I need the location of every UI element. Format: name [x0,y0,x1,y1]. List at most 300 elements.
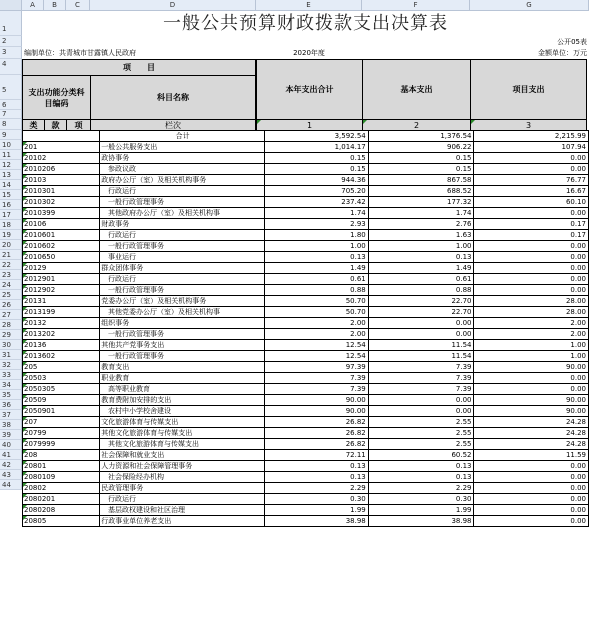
kind-cell[interactable] [55,483,76,494]
subject-name-cell[interactable]: 一般行政管理事务 [100,329,265,340]
column-header-d[interactable]: D [90,0,256,11]
basic-expense-cell[interactable]: 177.32 [368,197,474,208]
project-expense-cell[interactable]: 28.00 [474,296,589,307]
subject-name-cell[interactable]: 群众团体事务 [100,263,265,274]
project-expense-cell[interactable]: 28.00 [474,307,589,318]
row-header[interactable]: 14 [0,180,22,190]
subject-name-cell[interactable]: 其他政府办公厅（室）及相关机构事 [100,208,265,219]
basic-expense-cell[interactable]: 0.00 [368,318,474,329]
project-expense-cell[interactable]: 11.59 [474,450,589,461]
subject-name-cell[interactable]: 其他文化旅游体育与传媒支出 [100,428,265,439]
kind-cell[interactable] [55,296,76,307]
basic-expense-cell[interactable]: 2.29 [368,483,474,494]
project-expense-cell[interactable]: 0.17 [474,230,589,241]
kind-cell[interactable] [55,219,76,230]
function-code-cell[interactable] [23,186,56,197]
row-header[interactable]: 10 [0,140,22,150]
kind-cell[interactable] [55,153,76,164]
function-code-cell[interactable] [23,351,56,362]
function-code-cell[interactable] [23,406,56,417]
function-code-cell[interactable] [23,164,56,175]
kind-cell[interactable] [55,197,76,208]
basic-expense-cell[interactable]: 0.30 [368,494,474,505]
row-header[interactable]: 40 [0,440,22,450]
kind-cell[interactable] [55,164,76,175]
subject-name-cell[interactable]: 行政运行 [100,494,265,505]
total-expense-cell[interactable]: 2.29 [264,483,368,494]
total-expense-cell[interactable]: 1.74 [264,208,368,219]
kind-cell[interactable] [77,428,100,439]
basic-expense-cell[interactable]: 7.39 [368,373,474,384]
row-header[interactable]: 19 [0,230,22,240]
project-expense-cell[interactable]: 0.00 [474,373,589,384]
kind-cell[interactable] [77,164,100,175]
subject-name-cell[interactable]: 行政事业单位养老支出 [100,516,265,527]
total-expense-cell[interactable]: 1.00 [264,241,368,252]
total-expense-cell[interactable]: 0.13 [264,461,368,472]
total-expense-cell[interactable]: 0.88 [264,285,368,296]
basic-expense-cell[interactable]: 1,376.54 [368,131,474,142]
basic-expense-cell[interactable]: 11.54 [368,340,474,351]
row-header[interactable]: 29 [0,330,22,340]
row-header[interactable]: 41 [0,450,22,460]
kind-cell[interactable] [55,329,76,340]
function-code-cell[interactable] [23,153,56,164]
row-header[interactable]: 3 [0,47,22,59]
kind-cell[interactable] [77,351,100,362]
subject-name-cell[interactable]: 党委办公厅（室）及相关机构事务 [100,296,265,307]
kind-cell[interactable] [77,263,100,274]
kind-cell[interactable] [77,483,100,494]
project-expense-cell[interactable]: 2.00 [474,318,589,329]
total-expense-cell[interactable]: 7.39 [264,373,368,384]
basic-expense-cell[interactable]: 2.55 [368,439,474,450]
kind-cell[interactable] [55,450,76,461]
kind-cell[interactable] [77,461,100,472]
total-expense-cell[interactable]: 1,014.17 [264,142,368,153]
kind-cell[interactable] [55,516,76,527]
kind-cell[interactable] [77,450,100,461]
kind-cell[interactable] [55,307,76,318]
kind-cell[interactable] [77,252,100,263]
row-header[interactable]: 43 [0,470,22,480]
total-expense-cell[interactable]: 1.99 [264,505,368,516]
project-expense-cell[interactable]: 76.77 [474,175,589,186]
function-code-cell[interactable] [23,461,56,472]
total-expense-cell[interactable]: 944.36 [264,175,368,186]
function-code-cell[interactable] [23,230,56,241]
kind-cell[interactable] [55,362,76,373]
total-expense-cell[interactable]: 0.61 [264,274,368,285]
column-header-f[interactable]: F [362,0,470,11]
kind-cell[interactable] [55,131,76,142]
row-header[interactable]: 34 [0,380,22,390]
project-expense-cell[interactable]: 90.00 [474,362,589,373]
total-expense-cell[interactable]: 705.20 [264,186,368,197]
total-expense-cell[interactable]: 72.11 [264,450,368,461]
kind-cell[interactable] [55,384,76,395]
row-header[interactable]: 33 [0,370,22,380]
basic-expense-cell[interactable]: 2.55 [368,428,474,439]
row-header[interactable]: 28 [0,320,22,330]
kind-cell[interactable] [77,384,100,395]
project-expense-cell[interactable]: 1.00 [474,351,589,362]
row-header[interactable]: 13 [0,170,22,180]
total-expense-cell[interactable]: 0.13 [264,472,368,483]
subject-name-cell[interactable]: 事业运行 [100,252,265,263]
function-code-cell[interactable] [23,516,56,527]
row-header[interactable]: 36 [0,400,22,410]
basic-expense-cell[interactable]: 0.88 [368,285,474,296]
project-expense-cell[interactable]: 0.00 [474,494,589,505]
basic-expense-cell[interactable]: 0.13 [368,472,474,483]
row-header[interactable]: 22 [0,260,22,270]
subject-name-cell[interactable]: 文化旅游体育与传媒支出 [100,417,265,428]
kind-cell[interactable] [55,406,76,417]
basic-expense-cell[interactable]: 0.13 [368,461,474,472]
subject-name-cell[interactable]: 一般公共服务支出 [100,142,265,153]
basic-expense-cell[interactable]: 38.98 [368,516,474,527]
kind-cell[interactable] [77,197,100,208]
kind-cell[interactable] [77,406,100,417]
row-header[interactable]: 30 [0,340,22,350]
subject-name-cell[interactable]: 职业教育 [100,373,265,384]
basic-expense-cell[interactable]: 7.39 [368,362,474,373]
total-expense-cell[interactable]: 12.54 [264,340,368,351]
function-code-cell[interactable] [23,340,56,351]
subject-name-cell[interactable]: 财政事务 [100,219,265,230]
row-header[interactable]: 5 [0,75,22,100]
project-expense-cell[interactable]: 90.00 [474,395,589,406]
basic-expense-cell[interactable]: 1.99 [368,505,474,516]
function-code-cell[interactable] [23,142,56,153]
basic-expense-cell[interactable]: 0.00 [368,329,474,340]
row-header[interactable]: 9 [0,130,22,140]
row-header[interactable]: 24 [0,280,22,290]
total-expense-cell[interactable]: 38.98 [264,516,368,527]
row-header[interactable]: 20 [0,240,22,250]
total-expense-cell[interactable]: 26.82 [264,428,368,439]
column-header-g[interactable]: G [470,0,589,11]
total-expense-cell[interactable]: 0.15 [264,153,368,164]
subject-name-cell[interactable]: 农村中小学校舍建设 [100,406,265,417]
project-expense-cell[interactable]: 2.00 [474,329,589,340]
subject-name-cell[interactable]: 其他共产党事务支出 [100,340,265,351]
project-expense-cell[interactable]: 107.94 [474,142,589,153]
kind-cell[interactable] [77,186,100,197]
function-code-cell[interactable] [23,417,56,428]
basic-expense-cell[interactable]: 1.74 [368,208,474,219]
basic-expense-cell[interactable]: 22.70 [368,307,474,318]
project-expense-cell[interactable]: 0.00 [474,505,589,516]
basic-expense-cell[interactable]: 2.76 [368,219,474,230]
project-expense-cell[interactable]: 0.00 [474,274,589,285]
total-expense-cell[interactable]: 7.39 [264,384,368,395]
kind-cell[interactable] [77,153,100,164]
row-header[interactable]: 4 [0,59,22,75]
total-expense-cell[interactable]: 50.70 [264,307,368,318]
total-expense-cell[interactable]: 1.49 [264,263,368,274]
function-code-cell[interactable] [23,285,56,296]
total-expense-cell[interactable]: 26.82 [264,439,368,450]
kind-cell[interactable] [77,340,100,351]
subject-name-cell[interactable]: 高等职业教育 [100,384,265,395]
kind-cell[interactable] [77,472,100,483]
kind-cell[interactable] [55,175,76,186]
function-code-cell[interactable] [23,318,56,329]
total-expense-cell[interactable]: 90.00 [264,395,368,406]
project-expense-cell[interactable]: 0.00 [474,472,589,483]
row-header[interactable]: 17 [0,210,22,220]
project-expense-cell[interactable]: 1.00 [474,340,589,351]
basic-expense-cell[interactable]: 906.22 [368,142,474,153]
row-header[interactable]: 39 [0,430,22,440]
row-header[interactable]: 18 [0,220,22,230]
total-expense-cell[interactable]: 1.80 [264,230,368,241]
kind-cell[interactable] [77,318,100,329]
row-header[interactable]: 1 [0,11,22,36]
column-header-a[interactable]: A [22,0,44,11]
row-header[interactable]: 12 [0,160,22,170]
kind-cell[interactable] [77,230,100,241]
function-code-cell[interactable] [23,131,56,142]
basic-expense-cell[interactable]: 1.49 [368,263,474,274]
kind-cell[interactable] [77,219,100,230]
row-header[interactable]: 42 [0,460,22,470]
subject-name-cell[interactable]: 一般行政管理事务 [100,241,265,252]
basic-expense-cell[interactable]: 0.61 [368,274,474,285]
function-code-cell[interactable] [23,472,56,483]
column-header-b[interactable]: B [44,0,66,11]
project-expense-cell[interactable]: 24.28 [474,417,589,428]
row-header[interactable]: 32 [0,360,22,370]
function-code-cell[interactable] [23,307,56,318]
basic-expense-cell[interactable]: 7.39 [368,384,474,395]
kind-cell[interactable] [55,263,76,274]
basic-expense-cell[interactable]: 0.00 [368,406,474,417]
kind-cell[interactable] [77,296,100,307]
project-expense-cell[interactable]: 90.00 [474,406,589,417]
project-expense-cell[interactable]: 24.28 [474,428,589,439]
kind-cell[interactable] [77,505,100,516]
basic-expense-cell[interactable]: 688.52 [368,186,474,197]
kind-cell[interactable] [55,208,76,219]
function-code-cell[interactable] [23,263,56,274]
kind-cell[interactable] [77,131,100,142]
basic-expense-cell[interactable]: 867.58 [368,175,474,186]
total-expense-cell[interactable]: 0.30 [264,494,368,505]
total-expense-cell[interactable]: 0.13 [264,252,368,263]
function-code-cell[interactable] [23,241,56,252]
function-code-cell[interactable] [23,450,56,461]
basic-expense-cell[interactable]: 22.70 [368,296,474,307]
subject-name-cell[interactable]: 合计 [100,131,265,142]
basic-expense-cell[interactable]: 0.00 [368,395,474,406]
total-expense-cell[interactable]: 0.15 [264,164,368,175]
kind-cell[interactable] [55,373,76,384]
project-expense-cell[interactable]: 0.00 [474,252,589,263]
row-header[interactable]: 26 [0,300,22,310]
row-header[interactable]: 15 [0,190,22,200]
subject-name-cell[interactable]: 人力资源和社会保障管理事务 [100,461,265,472]
kind-cell[interactable] [77,307,100,318]
subject-name-cell[interactable]: 参政议政 [100,164,265,175]
kind-cell[interactable] [55,318,76,329]
project-expense-cell[interactable]: 16.67 [474,186,589,197]
kind-cell[interactable] [55,395,76,406]
function-code-cell[interactable] [23,274,56,285]
total-expense-cell[interactable]: 12.54 [264,351,368,362]
basic-expense-cell[interactable]: 1.00 [368,241,474,252]
total-expense-cell[interactable]: 26.82 [264,417,368,428]
project-expense-cell[interactable]: 0.00 [474,461,589,472]
subject-name-cell[interactable]: 基层政权建设和社区治理 [100,505,265,516]
subject-name-cell[interactable]: 一般行政管理事务 [100,285,265,296]
project-expense-cell[interactable]: 0.00 [474,483,589,494]
function-code-cell[interactable] [23,208,56,219]
project-expense-cell[interactable]: 0.00 [474,241,589,252]
function-code-cell[interactable] [23,175,56,186]
project-expense-cell[interactable]: 0.00 [474,153,589,164]
kind-cell[interactable] [55,142,76,153]
function-code-cell[interactable] [23,395,56,406]
kind-cell[interactable] [77,241,100,252]
row-header[interactable]: 27 [0,310,22,320]
row-header[interactable]: 38 [0,420,22,430]
row-header[interactable]: 8 [0,119,22,130]
total-expense-cell[interactable]: 3,592.54 [264,131,368,142]
function-code-cell[interactable] [23,483,56,494]
kind-cell[interactable] [55,428,76,439]
function-code-cell[interactable] [23,439,56,450]
function-code-cell[interactable] [23,329,56,340]
row-header[interactable]: 25 [0,290,22,300]
kind-cell[interactable] [77,373,100,384]
subject-name-cell[interactable]: 社会保险经办机构 [100,472,265,483]
row-header[interactable]: 37 [0,410,22,420]
subject-name-cell[interactable]: 政府办公厅（室）及相关机构事务 [100,175,265,186]
row-header[interactable]: 2 [0,36,22,47]
function-code-cell[interactable] [23,197,56,208]
row-header[interactable]: 23 [0,270,22,280]
kind-cell[interactable] [77,362,100,373]
function-code-cell[interactable] [23,362,56,373]
kind-cell[interactable] [77,494,100,505]
project-expense-cell[interactable]: 2,215.99 [474,131,589,142]
project-expense-cell[interactable]: 0.00 [474,384,589,395]
function-code-cell[interactable] [23,505,56,516]
project-expense-cell[interactable]: 0.00 [474,516,589,527]
kind-cell[interactable] [77,175,100,186]
row-header[interactable]: 11 [0,150,22,160]
kind-cell[interactable] [55,417,76,428]
subject-name-cell[interactable]: 一般行政管理事务 [100,197,265,208]
row-header[interactable]: 6 [0,100,22,110]
total-expense-cell[interactable]: 2.00 [264,329,368,340]
kind-cell[interactable] [55,230,76,241]
subject-name-cell[interactable]: 社会保障和就业支出 [100,450,265,461]
subject-name-cell[interactable]: 行政运行 [100,230,265,241]
subject-name-cell[interactable]: 行政运行 [100,274,265,285]
function-code-cell[interactable] [23,219,56,230]
row-header[interactable]: 44 [0,480,22,490]
select-all-corner[interactable] [0,0,22,11]
total-expense-cell[interactable]: 237.42 [264,197,368,208]
function-code-cell[interactable] [23,373,56,384]
subject-name-cell[interactable]: 其他党委办公厅（室）及相关机构事 [100,307,265,318]
project-expense-cell[interactable]: 0.00 [474,164,589,175]
kind-cell[interactable] [55,494,76,505]
total-expense-cell[interactable]: 90.00 [264,406,368,417]
kind-cell[interactable] [55,340,76,351]
total-expense-cell[interactable]: 50.70 [264,296,368,307]
basic-expense-cell[interactable]: 0.15 [368,153,474,164]
total-expense-cell[interactable]: 2.93 [264,219,368,230]
basic-expense-cell[interactable]: 2.55 [368,417,474,428]
subject-name-cell[interactable]: 行政运行 [100,186,265,197]
kind-cell[interactable] [77,439,100,450]
subject-name-cell[interactable]: 教育支出 [100,362,265,373]
kind-cell[interactable] [55,241,76,252]
basic-expense-cell[interactable]: 11.54 [368,351,474,362]
kind-cell[interactable] [77,285,100,296]
kind-cell[interactable] [55,351,76,362]
kind-cell[interactable] [77,329,100,340]
project-expense-cell[interactable]: 0.00 [474,208,589,219]
subject-name-cell[interactable]: 教育费附加安排的支出 [100,395,265,406]
kind-cell[interactable] [55,186,76,197]
project-expense-cell[interactable]: 60.10 [474,197,589,208]
column-header-e[interactable]: E [256,0,362,11]
kind-cell[interactable] [55,274,76,285]
kind-cell[interactable] [55,439,76,450]
kind-cell[interactable] [55,252,76,263]
kind-cell[interactable] [77,274,100,285]
column-header-c[interactable]: C [66,0,90,11]
kind-cell[interactable] [77,516,100,527]
kind-cell[interactable] [55,505,76,516]
subject-name-cell[interactable]: 政协事务 [100,153,265,164]
kind-cell[interactable] [55,472,76,483]
subject-name-cell[interactable]: 民政管理事务 [100,483,265,494]
project-expense-cell[interactable]: 0.00 [474,263,589,274]
basic-expense-cell[interactable]: 0.13 [368,252,474,263]
subject-name-cell[interactable]: 其他文化旅游体育与传媒支出 [100,439,265,450]
project-expense-cell[interactable]: 24.28 [474,439,589,450]
row-header[interactable]: 16 [0,200,22,210]
kind-cell[interactable] [55,285,76,296]
total-expense-cell[interactable]: 2.00 [264,318,368,329]
basic-expense-cell[interactable]: 1.63 [368,230,474,241]
function-code-cell[interactable] [23,428,56,439]
basic-expense-cell[interactable]: 0.15 [368,164,474,175]
function-code-cell[interactable] [23,384,56,395]
row-header[interactable]: 21 [0,250,22,260]
kind-cell[interactable] [77,208,100,219]
kind-cell[interactable] [77,142,100,153]
project-expense-cell[interactable]: 0.17 [474,219,589,230]
kind-cell[interactable] [77,417,100,428]
row-header[interactable]: 7 [0,110,22,119]
kind-cell[interactable] [77,395,100,406]
subject-name-cell[interactable]: 一般行政管理事务 [100,351,265,362]
function-code-cell[interactable] [23,252,56,263]
row-header[interactable]: 31 [0,350,22,360]
subject-name-cell[interactable]: 组织事务 [100,318,265,329]
function-code-cell[interactable] [23,494,56,505]
row-header[interactable]: 35 [0,390,22,400]
project-expense-cell[interactable]: 0.00 [474,285,589,296]
